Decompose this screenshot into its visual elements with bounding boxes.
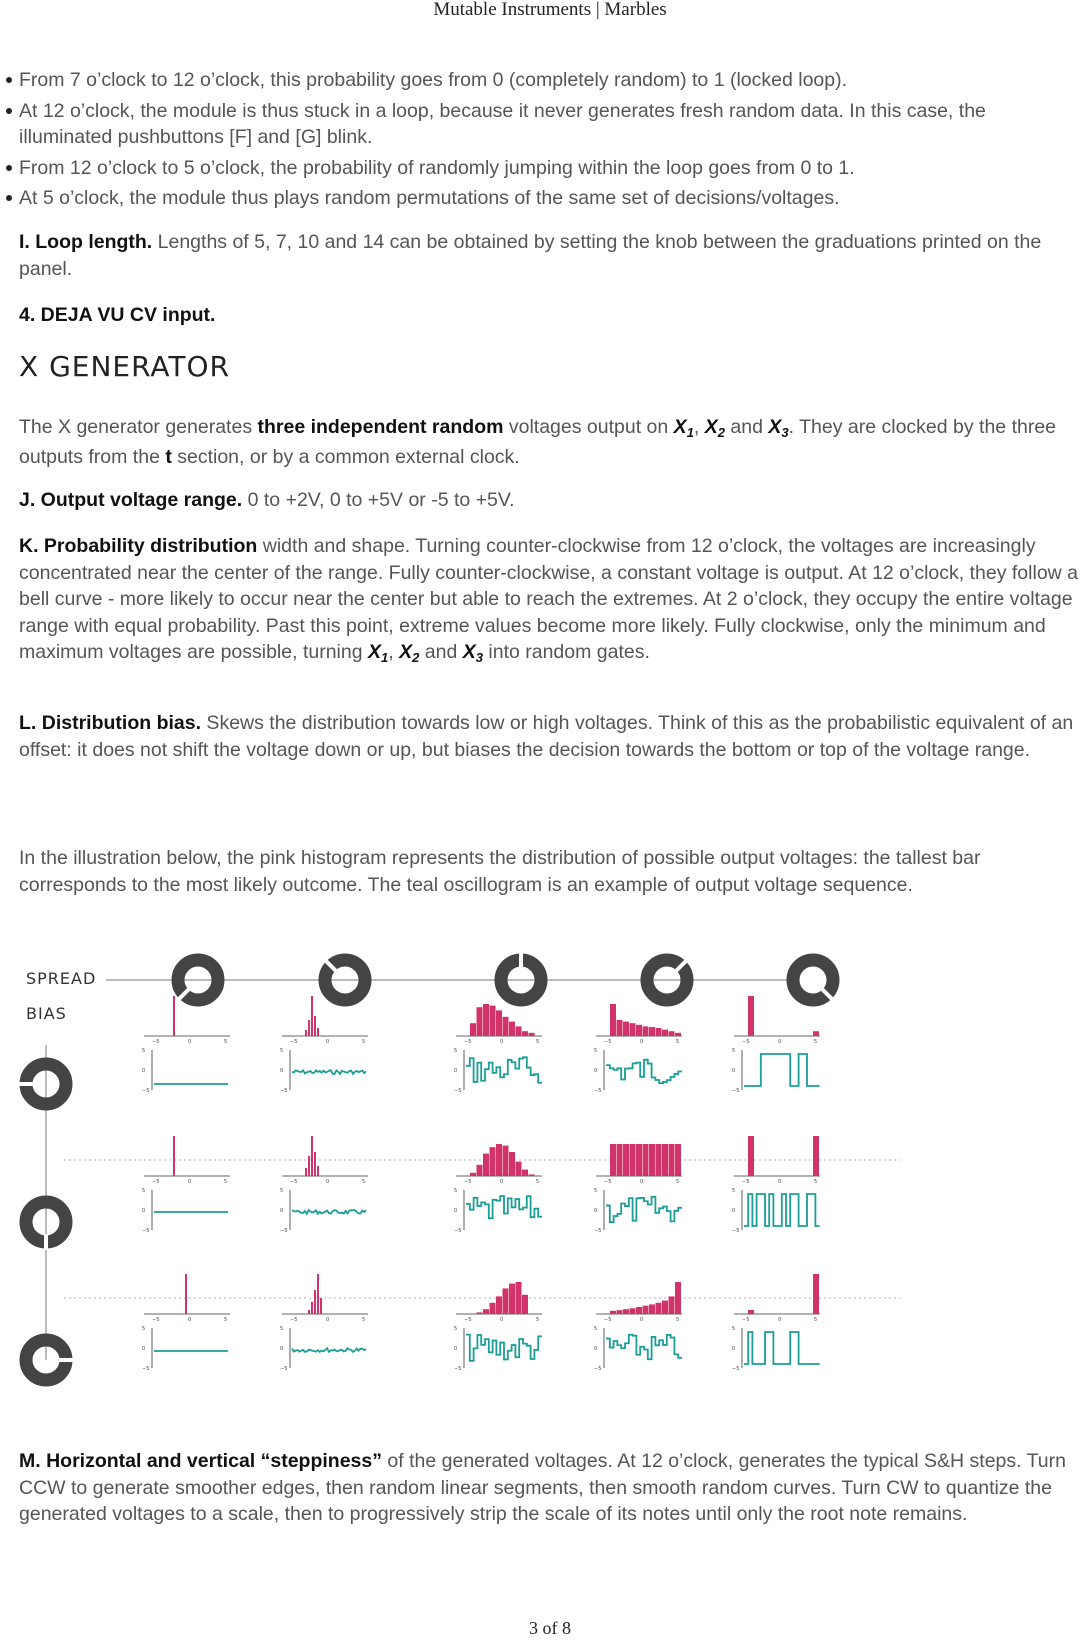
oscillogram-tick-label: 5: [732, 1326, 736, 1332]
histogram-tick-label: 0: [188, 1179, 192, 1185]
oscillogram-tick-label: 5: [142, 1188, 146, 1194]
histogram-tick-label: 5: [814, 1179, 818, 1185]
oscillogram-trace: [292, 1348, 366, 1352]
text: voltages output on: [503, 416, 674, 438]
histogram-bar: [516, 1162, 522, 1176]
histogram-tick-label: −5: [152, 1317, 160, 1323]
x-subscript: 1: [381, 650, 389, 665]
text: ,: [388, 641, 400, 663]
oscillogram-tick-label: 5: [454, 1048, 458, 1054]
loop-length-text: Lengths of 5, 7, 10 and 14 can be obtained by setting the knob between the graduations printed on the panel.: [19, 231, 1042, 280]
oscillogram-tick-label: 5: [280, 1326, 284, 1332]
bullet-list: [19, 67, 1079, 212]
histogram-bar: [623, 1022, 629, 1036]
histogram-bar: [509, 1152, 515, 1176]
histogram-tick-label: 0: [326, 1039, 330, 1045]
histogram-tick-label: 0: [326, 1179, 330, 1185]
oscillogram-tick-label: 5: [594, 1326, 598, 1332]
histogram-bar: [314, 1290, 316, 1314]
x-subscript: 3: [475, 650, 483, 665]
histogram-bar: [610, 1004, 616, 1036]
histogram-bar: [656, 1028, 662, 1036]
oscillogram-tick-label: −5: [732, 1366, 740, 1372]
histogram-bar: [630, 1023, 636, 1036]
histogram-tick-label: −5: [742, 1179, 750, 1185]
oscillogram-tick-label: 5: [732, 1188, 736, 1194]
loop-length-title: I. Loop length.: [19, 231, 153, 253]
oscillogram-tick-label: 0: [732, 1068, 736, 1074]
histogram-bar: [656, 1144, 662, 1176]
histogram-tick-label: 0: [778, 1317, 782, 1323]
spread-bias-figure: [0, 940, 1080, 1440]
text-bold: t: [165, 446, 172, 468]
histogram-bar: [185, 1274, 187, 1314]
histogram-bar: [305, 1168, 307, 1176]
bias-label: BIAS: [26, 1004, 67, 1023]
histogram-bar: [311, 996, 313, 1036]
histogram-bar: [509, 1022, 515, 1036]
section-title: X GENERATOR: [19, 350, 231, 383]
histogram-bar: [617, 1144, 623, 1176]
histogram-bar: [314, 1152, 316, 1176]
histogram-bar: [509, 1284, 515, 1314]
histogram-bar: [630, 1144, 636, 1176]
oscillogram-tick-label: 5: [594, 1048, 598, 1054]
histogram-bar: [496, 1010, 502, 1036]
histogram-bar: [649, 1027, 655, 1036]
oscillogram-tick-label: −5: [594, 1228, 602, 1234]
oscillogram-trace: [606, 1335, 682, 1359]
histogram-bar: [630, 1308, 636, 1314]
histogram-bar: [610, 1144, 616, 1176]
oscillogram-tick-label: 5: [142, 1048, 146, 1054]
text: section, or by a common external clock.: [171, 446, 520, 468]
histogram-tick-label: 0: [188, 1039, 192, 1045]
histogram-tick-label: 5: [676, 1317, 680, 1323]
oscillogram-trace: [744, 1194, 820, 1226]
histogram-bar: [617, 1020, 623, 1036]
text-bold: three independent random: [257, 416, 504, 438]
histogram-bar: [662, 1144, 668, 1176]
histogram-bar: [529, 1033, 535, 1036]
histogram-bar: [636, 1307, 642, 1314]
histogram-tick-label: 0: [326, 1317, 330, 1323]
histogram-bar: [669, 1144, 675, 1176]
text: The X generator generates: [19, 416, 258, 438]
histogram-bar: [643, 1306, 649, 1314]
histogram-tick-label: 5: [224, 1317, 228, 1323]
oscillogram-tick-label: 0: [732, 1346, 736, 1352]
histogram-bar: [490, 1006, 496, 1036]
page-footer: 3 of 8: [529, 1618, 571, 1638]
histogram-bar: [477, 1007, 483, 1036]
histogram-bar: [522, 1170, 528, 1176]
histogram-bar: [649, 1144, 655, 1176]
x-label: X: [368, 641, 382, 663]
histogram-bar: [308, 1020, 310, 1036]
histogram-bar: [470, 1023, 476, 1036]
oscillogram-tick-label: 0: [142, 1346, 146, 1352]
oscillogram-tick-label: 0: [454, 1208, 458, 1214]
oscillogram-tick-label: −5: [454, 1228, 462, 1234]
oscillogram-tick-label: −5: [732, 1088, 740, 1094]
histogram-bar: [173, 996, 175, 1036]
oscillogram-tick-label: 5: [280, 1188, 284, 1194]
list-item: From 12 o’clock to 5 o’clock, the probability of randomly jumping within the loop goes from 0 to 1.: [19, 155, 1079, 182]
oscillogram-tick-label: 0: [454, 1346, 458, 1352]
histogram-tick-label: −5: [604, 1179, 612, 1185]
histogram-bar: [311, 1136, 313, 1176]
x-label: X: [704, 416, 718, 438]
histogram-bar: [173, 1136, 175, 1176]
histogram-bar: [748, 1310, 754, 1314]
oscillogram-tick-label: −5: [454, 1088, 462, 1094]
histogram-bar: [529, 1174, 535, 1176]
oscillogram-tick-label: −5: [594, 1366, 602, 1372]
oscillogram-trace: [466, 1196, 542, 1218]
histogram-tick-label: 5: [536, 1317, 540, 1323]
text: ,: [693, 416, 705, 438]
text: . They are clocked by the three outputs from the: [19, 416, 1057, 468]
oscillogram-trace: [606, 1060, 682, 1083]
oscillogram-tick-label: −5: [594, 1088, 602, 1094]
dist-bias-text: Skews the distribution towards low or high voltages. Think of this as the probabilistic equivalent of an offset: it does not shift the voltage down or up, but biases the decision towards the bottom or top of the voltage range.: [19, 712, 1074, 761]
histogram-bar: [477, 1312, 483, 1314]
oscillogram-tick-label: 0: [280, 1346, 284, 1352]
histogram-bar: [636, 1144, 642, 1176]
histogram-tick-label: 5: [362, 1179, 366, 1185]
histogram-bar: [813, 1031, 819, 1036]
histogram-tick-label: −5: [742, 1317, 750, 1323]
oscillogram-tick-label: 0: [142, 1208, 146, 1214]
oscillogram-trace: [292, 1210, 366, 1214]
histogram-bar: [669, 1296, 675, 1314]
histogram-tick-label: 5: [224, 1179, 228, 1185]
histogram-bar: [483, 1004, 489, 1036]
oscillogram-tick-label: 0: [594, 1346, 598, 1352]
output-range-paragraph: [19, 487, 1079, 514]
histogram-bar: [617, 1310, 623, 1314]
histogram-bar: [643, 1026, 649, 1036]
histogram-bar: [477, 1165, 483, 1176]
histogram-tick-label: 5: [536, 1179, 540, 1185]
histogram-bar: [317, 1028, 319, 1036]
oscillogram-tick-label: 5: [732, 1048, 736, 1054]
oscillogram-tick-label: −5: [142, 1228, 150, 1234]
histogram-tick-label: −5: [464, 1179, 472, 1185]
histogram-tick-label: 0: [640, 1179, 644, 1185]
histogram-bar: [516, 1282, 522, 1314]
histogram-bar: [496, 1296, 502, 1314]
histogram-tick-label: 5: [536, 1039, 540, 1045]
histogram-bar: [483, 1154, 489, 1176]
oscillogram-trace: [744, 1332, 820, 1364]
x-label: X: [673, 416, 687, 438]
oscillogram-tick-label: 0: [594, 1208, 598, 1214]
histogram-bar: [636, 1025, 642, 1036]
histogram-tick-label: 0: [500, 1179, 504, 1185]
histogram-bar: [496, 1144, 502, 1176]
list-item: From 7 o’clock to 12 o’clock, this probability goes from 0 (completely random) to 1 (locked loop).: [19, 67, 1079, 94]
x-subscript: 2: [717, 425, 726, 440]
oscillogram-trace: [606, 1197, 682, 1222]
histogram-tick-label: −5: [152, 1039, 160, 1045]
oscillogram-tick-label: 5: [454, 1326, 458, 1332]
histogram-tick-label: −5: [742, 1039, 750, 1045]
histogram-bar: [305, 1030, 307, 1036]
list-item: At 12 o’clock, the module is thus stuck in a loop, because it never generates fresh random data. In this case, the illuminated pushbuttons [F] and [G] blink.: [19, 98, 1079, 151]
histogram-bar: [610, 1311, 616, 1314]
x-intro-paragraph: [19, 412, 1079, 472]
oscillogram-tick-label: −5: [280, 1366, 288, 1372]
oscillogram-tick-label: −5: [142, 1366, 150, 1372]
histogram-bar: [813, 1274, 819, 1314]
text: and: [419, 641, 463, 663]
histogram-bar: [813, 1136, 819, 1176]
prob-dist-text: width and shape. Turning counter-clockwise from 12 o’clock, the voltages are increasingly concentrated near the center of the range. Fully counter-clockwise, a constant voltage is output. At 12 o’clock, they follow a bell curve - more likely to occur near the center but able to reach the extremes. At 2 o’clock, they occupy the entire voltage range with equal probability. Past this point, extreme values become more likely. Fully clockwise, only the minimum and maximum voltages are possible, turning: [19, 535, 1079, 663]
histogram-bar: [503, 1146, 509, 1176]
histogram-tick-label: 0: [500, 1039, 504, 1045]
x-subscript: 1: [686, 425, 694, 440]
histogram-tick-label: 5: [814, 1317, 818, 1323]
histogram-bar: [317, 1274, 319, 1314]
histogram-bar: [623, 1309, 629, 1314]
histogram-bar: [470, 1173, 476, 1176]
prob-dist-title: K. Probability distribution: [19, 535, 258, 557]
histogram-bar: [522, 1031, 528, 1036]
histogram-tick-label: 0: [640, 1317, 644, 1323]
loop-length-paragraph: [19, 229, 1079, 282]
histogram-bar: [320, 1298, 322, 1314]
text: and: [725, 416, 769, 438]
dist-bias-title: L. Distribution bias.: [19, 712, 202, 734]
list-item: At 5 o’clock, the module thus plays random permutations of the same set of decisions/voltages.: [19, 185, 1079, 212]
histogram-bar: [656, 1303, 662, 1314]
text: into random gates.: [482, 641, 650, 663]
oscillogram-tick-label: −5: [280, 1228, 288, 1234]
oscillogram-trace: [744, 1054, 820, 1086]
oscillogram-tick-label: 5: [142, 1326, 146, 1332]
histogram-tick-label: 5: [676, 1179, 680, 1185]
distribution-bias-paragraph: [19, 710, 1080, 763]
histogram-tick-label: 5: [224, 1039, 228, 1045]
histogram-tick-label: −5: [290, 1317, 298, 1323]
histogram-tick-label: −5: [290, 1039, 298, 1045]
oscillogram-tick-label: 0: [142, 1068, 146, 1074]
histogram-bar: [669, 1031, 675, 1036]
oscillogram-tick-label: −5: [454, 1366, 462, 1372]
steppiness-text: of the generated voltages. At 12 o’clock, generates the typical S&H steps. Turn CCW to generate smoother edges, then random linear segments, then smooth random curves. Turn CW to quantize the generated voltages to a scale, then to progressively strip the scale of its notes until only the root note remains.: [19, 1450, 1066, 1525]
spread-label: SPREAD: [26, 969, 97, 988]
oscillogram-trace: [292, 1070, 366, 1074]
probability-distribution-paragraph: [19, 533, 1080, 666]
x-label: X: [462, 641, 476, 663]
histogram-tick-label: 0: [188, 1317, 192, 1323]
oscillogram-tick-label: −5: [732, 1228, 740, 1234]
histogram-bar: [317, 1166, 319, 1176]
histogram-bar: [675, 1282, 681, 1314]
histogram-tick-label: 5: [362, 1039, 366, 1045]
oscillogram-tick-label: −5: [280, 1088, 288, 1094]
histogram-bar: [516, 1026, 522, 1036]
histogram-bar: [675, 1144, 681, 1176]
histogram-bar: [490, 1147, 496, 1176]
page-header: Mutable Instruments | Marbles: [433, 0, 667, 20]
histogram-tick-label: −5: [604, 1317, 612, 1323]
output-range-title: J. Output voltage range.: [19, 489, 243, 511]
histogram-tick-label: 0: [778, 1179, 782, 1185]
oscillogram-tick-label: 5: [280, 1048, 284, 1054]
output-range-text: 0 to +2V, 0 to +5V or -5 to +5V.: [242, 489, 515, 511]
histogram-bar: [483, 1309, 489, 1314]
illustration-paragraph: In the illustration below, the pink histogram represents the distribution of possible output voltages: the tallest bar corresponds to the most likely outcome. The teal oscillogram is an example of output voltage sequence.: [19, 847, 981, 896]
x-subscript: 3: [781, 425, 789, 440]
histogram-bar: [649, 1304, 655, 1314]
histogram-tick-label: 5: [676, 1039, 680, 1045]
histogram-bar: [503, 1017, 509, 1036]
x-label: X: [768, 416, 782, 438]
histogram-bar: [643, 1144, 649, 1176]
oscillogram-tick-label: 0: [454, 1068, 458, 1074]
oscillogram-tick-label: 0: [594, 1068, 598, 1074]
steppiness-title: M. Horizontal and vertical “steppiness”: [19, 1450, 382, 1472]
histogram-bar: [314, 1016, 316, 1036]
histogram-tick-label: −5: [604, 1039, 612, 1045]
oscillogram-trace: [466, 1057, 542, 1082]
deja-vu-cv-heading: 4. DEJA VU CV input.: [19, 304, 216, 326]
oscillogram-tick-label: 5: [454, 1188, 458, 1194]
oscillogram-tick-label: −5: [142, 1088, 150, 1094]
histogram-tick-label: −5: [464, 1317, 472, 1323]
histogram-bar: [490, 1303, 496, 1314]
x-label: X: [399, 641, 413, 663]
histogram-bar: [308, 1156, 310, 1176]
steppiness-paragraph: [19, 1448, 1079, 1528]
histogram-bar: [522, 1295, 528, 1314]
histogram-bar: [748, 1136, 754, 1176]
histogram-tick-label: 5: [362, 1317, 366, 1323]
histogram-bar: [748, 996, 754, 1036]
histogram-bar: [308, 1310, 310, 1314]
histogram-tick-label: 0: [778, 1039, 782, 1045]
oscillogram-tick-label: 0: [732, 1208, 736, 1214]
x-subscript: 2: [412, 650, 420, 665]
histogram-bar: [662, 1301, 668, 1314]
histogram-tick-label: 0: [500, 1317, 504, 1323]
histogram-bar: [675, 1033, 681, 1036]
histogram-tick-label: 5: [814, 1039, 818, 1045]
oscillogram-trace: [466, 1335, 542, 1361]
histogram-tick-label: −5: [464, 1039, 472, 1045]
histogram-tick-label: −5: [152, 1179, 160, 1185]
histogram-tick-label: 0: [640, 1039, 644, 1045]
histogram-bar: [623, 1144, 629, 1176]
histogram-tick-label: −5: [290, 1179, 298, 1185]
histogram-bar: [662, 1030, 668, 1036]
histogram-bar: [503, 1288, 509, 1314]
histogram-bar: [311, 1302, 313, 1314]
oscillogram-tick-label: 0: [280, 1068, 284, 1074]
oscillogram-tick-label: 5: [594, 1188, 598, 1194]
oscillogram-tick-label: 0: [280, 1208, 284, 1214]
